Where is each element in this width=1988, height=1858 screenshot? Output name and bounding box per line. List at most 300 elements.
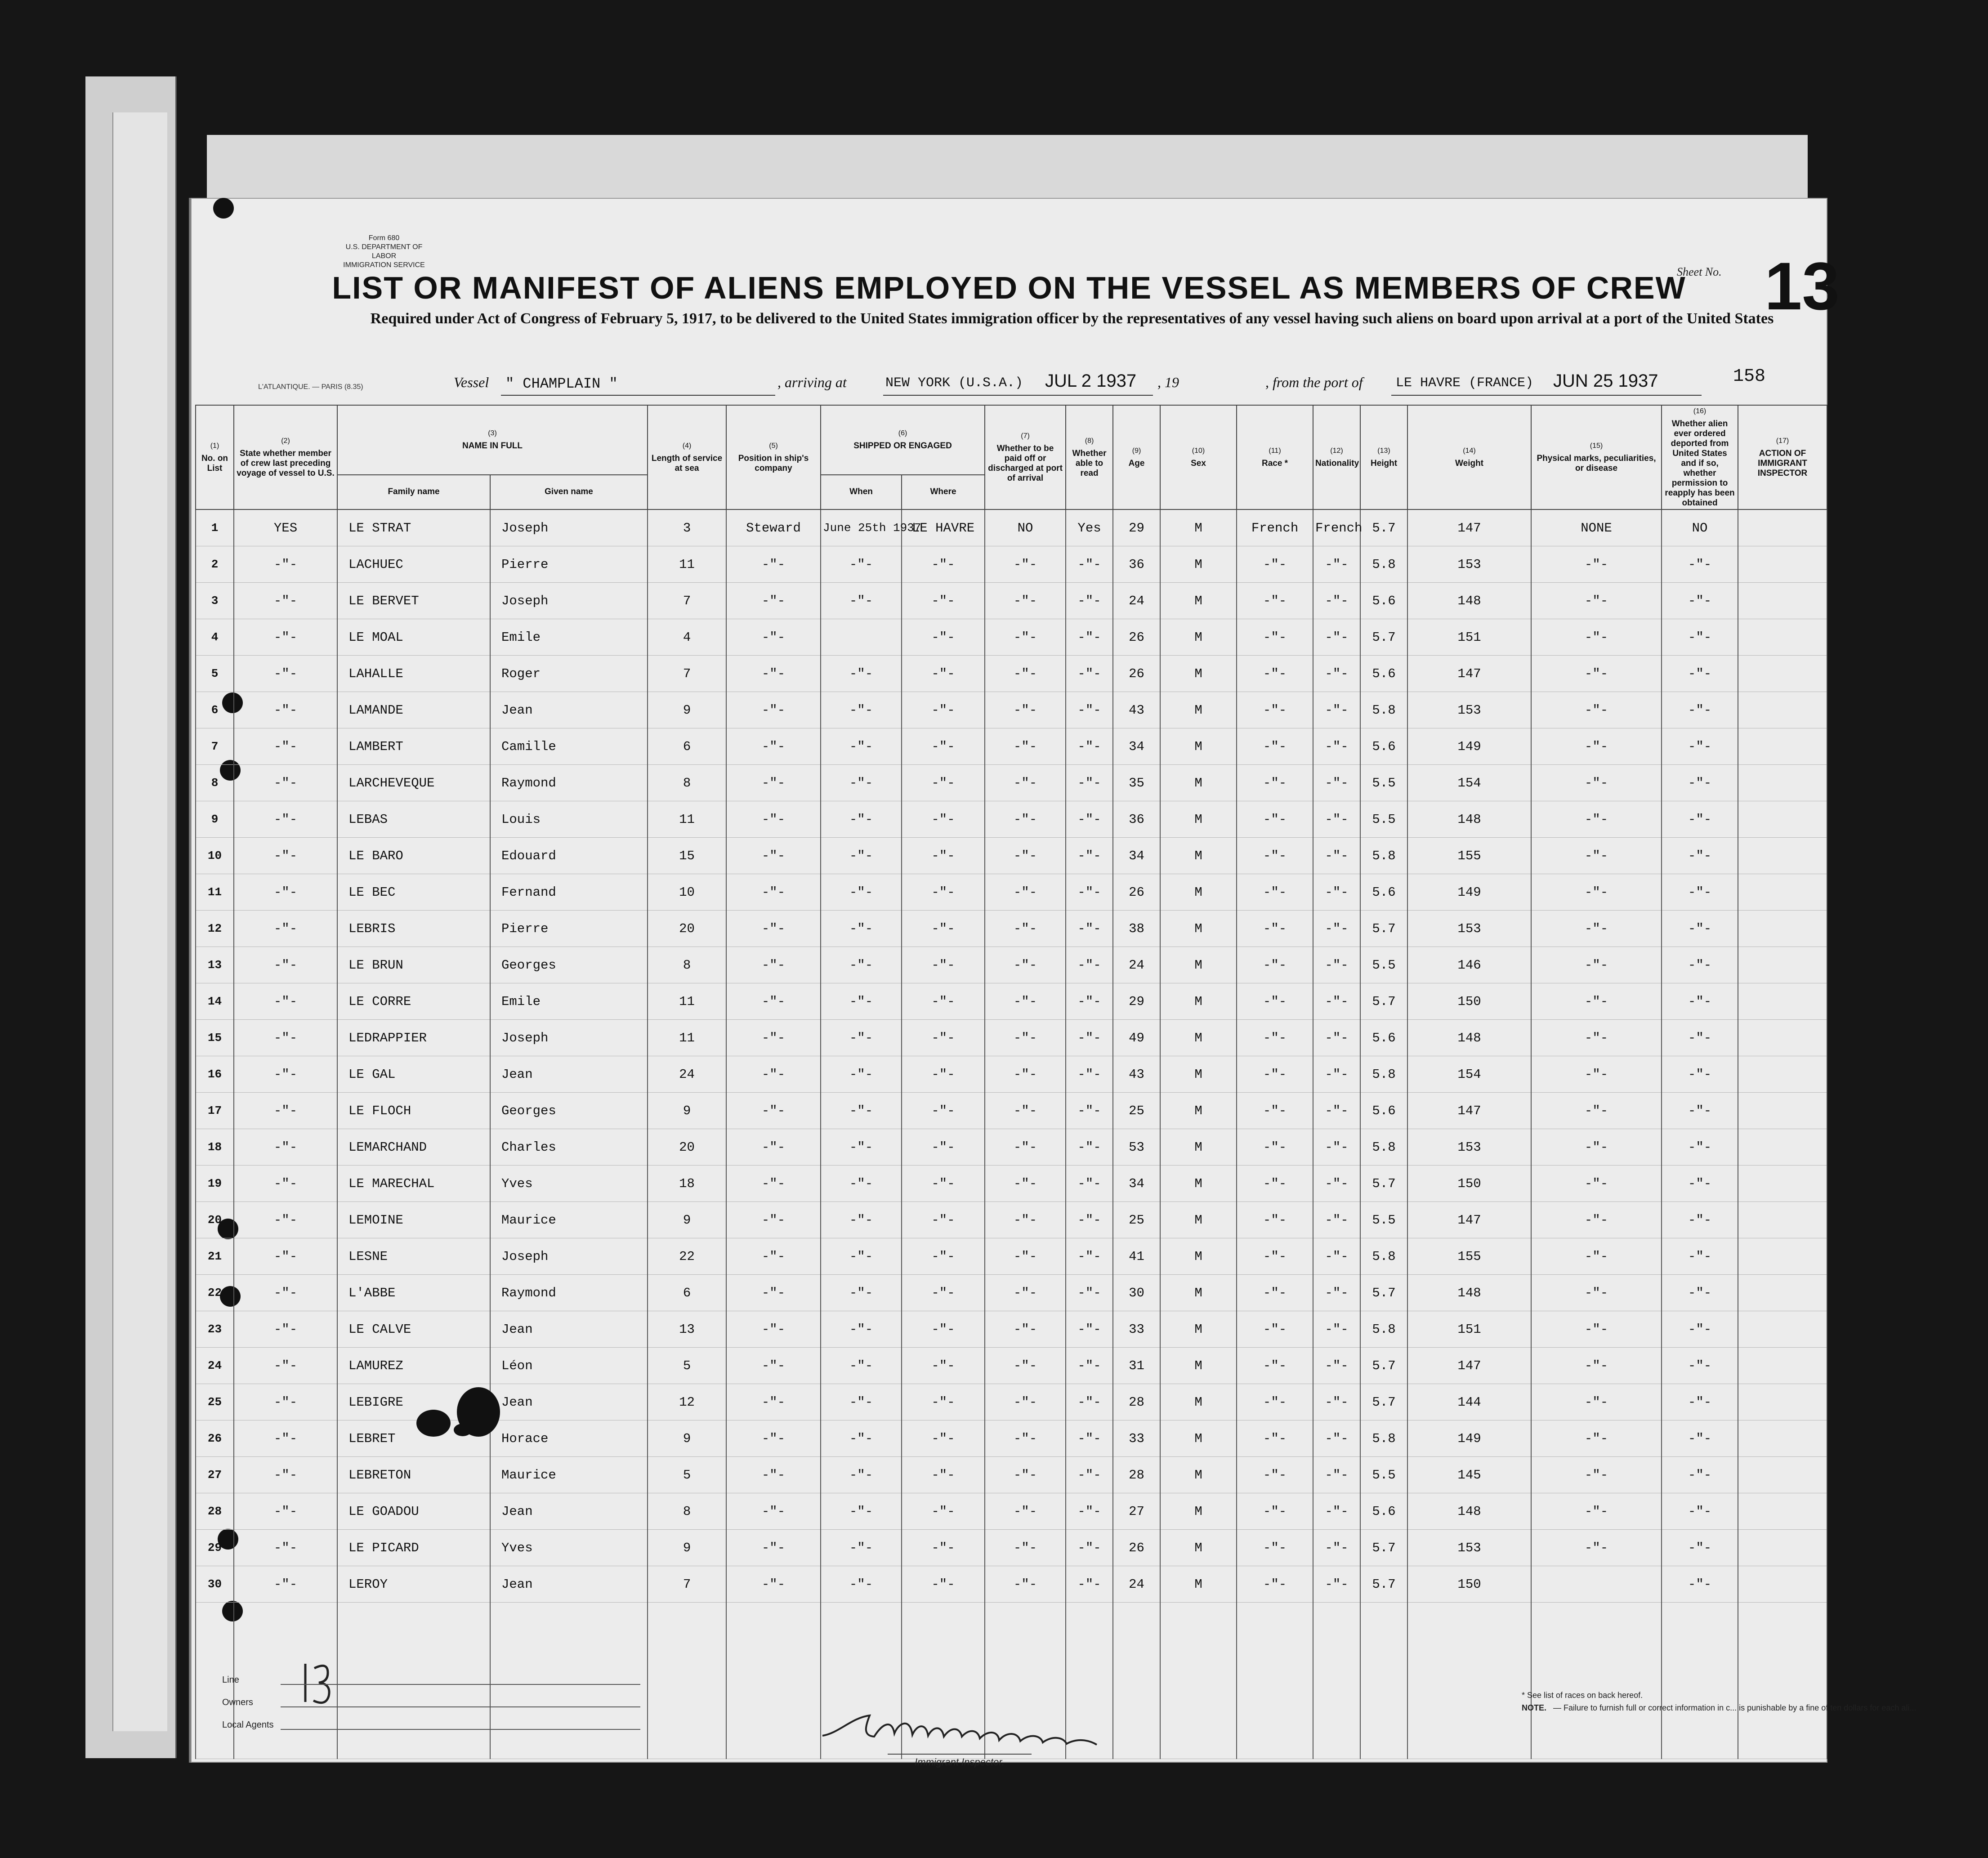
paid-off-cell: -"- bbox=[985, 838, 1066, 874]
manifest-body bbox=[196, 509, 1917, 1759]
vessel-underline bbox=[501, 395, 775, 396]
physical-marks-cell: -"- bbox=[1531, 1348, 1662, 1384]
col-header-previous-voyage: (2) State whether member of crew last preceding voyage of vessel to U.S. bbox=[234, 405, 337, 509]
previous-voyage-cell: -"- bbox=[234, 1020, 337, 1056]
weight-cell: 147 bbox=[1407, 1348, 1531, 1384]
sex-cell: M bbox=[1160, 765, 1237, 801]
position-cell: -"- bbox=[726, 765, 821, 801]
family-name-cell: LAMANDE bbox=[337, 692, 490, 728]
shipped-where-cell: -"- bbox=[902, 1129, 985, 1166]
inspector-action-cell bbox=[1738, 1129, 1827, 1166]
given-name-cell: Jean bbox=[490, 1493, 648, 1530]
shipped-where-cell: -"- bbox=[902, 1166, 985, 1202]
inspector-action-cell bbox=[1738, 1056, 1827, 1093]
sheet-number: 13 bbox=[1765, 248, 1840, 324]
shipped-when-cell: -"- bbox=[821, 656, 902, 692]
paid-off-cell: -"- bbox=[985, 692, 1066, 728]
sex-cell: M bbox=[1160, 838, 1237, 874]
length-of-service-cell: 18 bbox=[648, 1166, 726, 1202]
col-header-race: (11) Race * bbox=[1237, 405, 1313, 509]
weight-cell: 154 bbox=[1407, 765, 1531, 801]
paid-off-cell: -"- bbox=[985, 1566, 1066, 1603]
position-cell: -"- bbox=[726, 619, 821, 656]
shipped-where-cell: -"- bbox=[902, 947, 985, 983]
race-cell: -"- bbox=[1237, 1493, 1313, 1530]
sex-cell: M bbox=[1160, 1457, 1237, 1493]
family-name-cell: LEBIGRE bbox=[337, 1384, 490, 1420]
age-cell: 28 bbox=[1113, 1457, 1160, 1493]
able-to-read-cell: -"- bbox=[1066, 1348, 1113, 1384]
nationality-cell: -"- bbox=[1313, 1093, 1360, 1129]
deported-cell: -"- bbox=[1662, 1238, 1738, 1275]
shipped-where-cell: -"- bbox=[902, 1457, 985, 1493]
nationality-cell: -"- bbox=[1313, 1457, 1360, 1493]
weight-cell: 147 bbox=[1407, 1202, 1531, 1238]
age-cell: 26 bbox=[1113, 874, 1160, 911]
inspector-action-cell bbox=[1738, 1384, 1827, 1420]
paid-off-cell: -"- bbox=[985, 911, 1066, 947]
race-cell: -"- bbox=[1237, 947, 1313, 983]
length-of-service-cell: 8 bbox=[648, 947, 726, 983]
height-cell: 5.7 bbox=[1360, 1275, 1407, 1311]
row-number-cell: 20 bbox=[196, 1202, 234, 1238]
form-identifier bbox=[335, 234, 433, 270]
weight-cell: 153 bbox=[1407, 692, 1531, 728]
col-header-length-of-service: (4) Length of service at sea bbox=[648, 405, 726, 509]
shipped-where-cell: -"- bbox=[902, 583, 985, 619]
physical-marks-cell: -"- bbox=[1531, 1457, 1662, 1493]
inspector-action-cell bbox=[1738, 1348, 1827, 1384]
previous-voyage-cell: -"- bbox=[234, 1311, 337, 1348]
given-name-cell: Fernand bbox=[490, 874, 648, 911]
sex-cell: M bbox=[1160, 1275, 1237, 1311]
row-number-cell: 2 bbox=[196, 546, 234, 583]
sex-cell: M bbox=[1160, 1129, 1237, 1166]
race-cell: -"- bbox=[1237, 1348, 1313, 1384]
row-number-cell: 19 bbox=[196, 1166, 234, 1202]
shipped-where-cell: -"- bbox=[902, 1275, 985, 1311]
family-name-cell: LE PICARD bbox=[337, 1530, 490, 1566]
previous-voyage-cell: -"- bbox=[234, 728, 337, 765]
previous-voyage-cell: -"- bbox=[234, 1166, 337, 1202]
length-of-service-cell: 20 bbox=[648, 1129, 726, 1166]
arriving-label: , arriving at bbox=[777, 374, 847, 390]
deported-cell: -"- bbox=[1662, 1275, 1738, 1311]
sex-cell: M bbox=[1160, 692, 1237, 728]
height-cell: 5.7 bbox=[1360, 619, 1407, 656]
length-of-service-cell: 24 bbox=[648, 1056, 726, 1093]
nationality-cell: -"- bbox=[1313, 983, 1360, 1020]
nationality-cell: -"- bbox=[1313, 1056, 1360, 1093]
nationality-cell: -"- bbox=[1313, 1275, 1360, 1311]
family-name-cell: LE CORRE bbox=[337, 983, 490, 1020]
previous-voyage-cell: -"- bbox=[234, 838, 337, 874]
weight-cell: 147 bbox=[1407, 509, 1531, 546]
inspector-action-cell bbox=[1738, 1457, 1827, 1493]
given-name-cell: Jean bbox=[490, 1056, 648, 1093]
inspector-action-cell bbox=[1738, 1202, 1827, 1238]
age-cell: 36 bbox=[1113, 546, 1160, 583]
paid-off-cell: -"- bbox=[985, 1202, 1066, 1238]
table-row bbox=[196, 1238, 1827, 1275]
height-cell: 5.6 bbox=[1360, 874, 1407, 911]
deported-cell: -"- bbox=[1662, 728, 1738, 765]
shipped-when-cell: -"- bbox=[821, 692, 902, 728]
age-cell: 30 bbox=[1113, 1275, 1160, 1311]
nationality-cell: -"- bbox=[1313, 765, 1360, 801]
physical-marks-cell: -"- bbox=[1531, 692, 1662, 728]
inspector-action-cell bbox=[1738, 1420, 1827, 1457]
length-of-service-cell: 11 bbox=[648, 546, 726, 583]
sex-cell: M bbox=[1160, 1056, 1237, 1093]
departure-underline bbox=[1391, 395, 1702, 396]
position-cell: -"- bbox=[726, 1530, 821, 1566]
deported-cell: -"- bbox=[1662, 1129, 1738, 1166]
height-cell: 5.7 bbox=[1360, 911, 1407, 947]
weight-cell: 147 bbox=[1407, 656, 1531, 692]
shipped-when-cell: -"- bbox=[821, 1129, 902, 1166]
physical-marks-cell: -"- bbox=[1531, 619, 1662, 656]
age-cell: 26 bbox=[1113, 1530, 1160, 1566]
race-cell: -"- bbox=[1237, 1566, 1313, 1603]
paid-off-cell: -"- bbox=[985, 728, 1066, 765]
age-cell: 31 bbox=[1113, 1348, 1160, 1384]
nationality-cell: -"- bbox=[1313, 1129, 1360, 1166]
family-name-cell: L'ABBE bbox=[337, 1275, 490, 1311]
shipped-where-cell: -"- bbox=[902, 1056, 985, 1093]
reference-number: 158 bbox=[1733, 366, 1766, 387]
position-cell: -"- bbox=[726, 1420, 821, 1457]
paid-off-cell: -"- bbox=[985, 1530, 1066, 1566]
physical-marks-cell: -"- bbox=[1531, 1020, 1662, 1056]
able-to-read-cell: -"- bbox=[1066, 1202, 1113, 1238]
physical-marks-cell: -"- bbox=[1531, 1166, 1662, 1202]
row-number-cell: 9 bbox=[196, 801, 234, 838]
table-row bbox=[196, 765, 1827, 801]
shipped-where-cell: -"- bbox=[902, 765, 985, 801]
able-to-read-cell: -"- bbox=[1066, 583, 1113, 619]
sex-cell: M bbox=[1160, 1020, 1237, 1056]
inspector-action-cell bbox=[1738, 619, 1827, 656]
col-header-when: When bbox=[821, 475, 902, 509]
height-cell: 5.5 bbox=[1360, 1457, 1407, 1493]
arrival-port: NEW YORK (U.S.A.) bbox=[885, 375, 1023, 391]
table-row bbox=[196, 692, 1827, 728]
from-port-label: , from the port of bbox=[1265, 374, 1363, 390]
row-number-cell: 14 bbox=[196, 983, 234, 1020]
previous-voyage-cell: -"- bbox=[234, 619, 337, 656]
vessel-name: " CHAMPLAIN " bbox=[505, 375, 618, 392]
nationality-cell: -"- bbox=[1313, 583, 1360, 619]
nationality-cell: -"- bbox=[1313, 1202, 1360, 1238]
length-of-service-cell: 8 bbox=[648, 765, 726, 801]
family-name-cell: LE MARECHAL bbox=[337, 1166, 490, 1202]
physical-marks-cell bbox=[1531, 1566, 1662, 1603]
empty-cell bbox=[1313, 1603, 1360, 1759]
deported-cell: -"- bbox=[1662, 1457, 1738, 1493]
position-cell: -"- bbox=[726, 801, 821, 838]
physical-marks-cell: -"- bbox=[1531, 911, 1662, 947]
shipped-when-cell: -"- bbox=[821, 583, 902, 619]
table-row bbox=[196, 1530, 1827, 1566]
shipped-when-cell: -"- bbox=[821, 911, 902, 947]
agents-underline bbox=[281, 1729, 640, 1730]
given-name-cell: Charles bbox=[490, 1129, 648, 1166]
position-cell: -"- bbox=[726, 1493, 821, 1530]
family-name-cell: LE BERVET bbox=[337, 583, 490, 619]
race-cell: -"- bbox=[1237, 1093, 1313, 1129]
empty-cell bbox=[337, 1603, 490, 1759]
shipped-where-cell: -"- bbox=[902, 1420, 985, 1457]
position-cell: -"- bbox=[726, 1020, 821, 1056]
given-name-cell: Jean bbox=[490, 692, 648, 728]
weight-cell: 153 bbox=[1407, 546, 1531, 583]
shipped-when-cell: -"- bbox=[821, 1020, 902, 1056]
race-cell: -"- bbox=[1237, 1166, 1313, 1202]
deported-cell: -"- bbox=[1662, 1384, 1738, 1420]
owners-label: Owners bbox=[222, 1697, 253, 1707]
weight-cell: 150 bbox=[1407, 983, 1531, 1020]
able-to-read-cell: -"- bbox=[1066, 1275, 1113, 1311]
position-cell: -"- bbox=[726, 728, 821, 765]
physical-marks-cell: -"- bbox=[1531, 546, 1662, 583]
deported-cell: -"- bbox=[1662, 1348, 1738, 1384]
shipped-when-cell: -"- bbox=[821, 1166, 902, 1202]
row-number-cell: 29 bbox=[196, 1530, 234, 1566]
nationality-cell: -"- bbox=[1313, 1020, 1360, 1056]
length-of-service-cell: 7 bbox=[648, 583, 726, 619]
physical-marks-cell: -"- bbox=[1531, 765, 1662, 801]
height-cell: 5.5 bbox=[1360, 1202, 1407, 1238]
line-label: Line bbox=[222, 1675, 239, 1685]
length-of-service-cell: 11 bbox=[648, 1020, 726, 1056]
physical-marks-cell: NONE bbox=[1531, 509, 1662, 546]
shipped-when-cell bbox=[821, 619, 902, 656]
weight-cell: 148 bbox=[1407, 1493, 1531, 1530]
nationality-cell: -"- bbox=[1313, 1348, 1360, 1384]
position-cell: -"- bbox=[726, 1093, 821, 1129]
shipped-when-cell: -"- bbox=[821, 1311, 902, 1348]
previous-voyage-cell: -"- bbox=[234, 1348, 337, 1384]
height-cell: 5.6 bbox=[1360, 656, 1407, 692]
able-to-read-cell: -"- bbox=[1066, 1530, 1113, 1566]
physical-marks-cell: -"- bbox=[1531, 874, 1662, 911]
family-name-cell: LEMOINE bbox=[337, 1202, 490, 1238]
length-of-service-cell: 9 bbox=[648, 1093, 726, 1129]
weight-cell: 155 bbox=[1407, 1238, 1531, 1275]
physical-marks-cell: -"- bbox=[1531, 1238, 1662, 1275]
weight-cell: 146 bbox=[1407, 947, 1531, 983]
row-number-cell: 4 bbox=[196, 619, 234, 656]
deported-cell: -"- bbox=[1662, 1093, 1738, 1129]
empty-cell bbox=[1531, 1603, 1662, 1759]
shipped-when-cell: -"- bbox=[821, 1238, 902, 1275]
paid-off-cell: -"- bbox=[985, 947, 1066, 983]
shipped-when-cell: -"- bbox=[821, 983, 902, 1020]
table-row bbox=[196, 1493, 1827, 1530]
race-cell: -"- bbox=[1237, 583, 1313, 619]
paid-off-cell: -"- bbox=[985, 1093, 1066, 1129]
length-of-service-cell: 7 bbox=[648, 656, 726, 692]
given-name-cell: Emile bbox=[490, 983, 648, 1020]
previous-voyage-cell: -"- bbox=[234, 1129, 337, 1166]
table-row bbox=[196, 1457, 1827, 1493]
sex-cell: M bbox=[1160, 983, 1237, 1020]
paid-off-cell: -"- bbox=[985, 1020, 1066, 1056]
row-number-cell: 18 bbox=[196, 1129, 234, 1166]
able-to-read-cell: -"- bbox=[1066, 1056, 1113, 1093]
able-to-read-cell: -"- bbox=[1066, 1420, 1113, 1457]
shipped-when-cell: -"- bbox=[821, 1275, 902, 1311]
height-cell: 5.7 bbox=[1360, 1566, 1407, 1603]
height-cell: 5.7 bbox=[1360, 1384, 1407, 1420]
given-name-cell: Horace bbox=[490, 1420, 648, 1457]
race-cell: -"- bbox=[1237, 692, 1313, 728]
weight-cell: 154 bbox=[1407, 1056, 1531, 1093]
previous-voyage-cell: -"- bbox=[234, 911, 337, 947]
deported-cell: -"- bbox=[1662, 947, 1738, 983]
paid-off-cell: -"- bbox=[985, 983, 1066, 1020]
col-header-given-name: Given name bbox=[490, 475, 648, 509]
race-cell: -"- bbox=[1237, 1129, 1313, 1166]
family-name-cell: LEBRIS bbox=[337, 911, 490, 947]
table-row bbox=[196, 1093, 1827, 1129]
length-of-service-cell: 11 bbox=[648, 983, 726, 1020]
able-to-read-cell: -"- bbox=[1066, 619, 1113, 656]
sex-cell: M bbox=[1160, 1348, 1237, 1384]
sex-cell: M bbox=[1160, 728, 1237, 765]
position-cell: -"- bbox=[726, 874, 821, 911]
given-name-cell: Raymond bbox=[490, 765, 648, 801]
paid-off-cell: -"- bbox=[985, 546, 1066, 583]
age-cell: 53 bbox=[1113, 1129, 1160, 1166]
family-name-cell: LACHUEC bbox=[337, 546, 490, 583]
given-name-cell: Joseph bbox=[490, 1020, 648, 1056]
col-header-sex: (10) Sex bbox=[1160, 405, 1237, 509]
ink-blot bbox=[415, 1380, 514, 1452]
given-name-cell: Georges bbox=[490, 947, 648, 983]
age-cell: 29 bbox=[1113, 509, 1160, 546]
length-of-service-cell: 10 bbox=[648, 874, 726, 911]
year-label: , 19 bbox=[1157, 374, 1179, 390]
table-row bbox=[196, 874, 1827, 911]
length-of-service-cell: 20 bbox=[648, 911, 726, 947]
shipped-where-cell: -"- bbox=[902, 801, 985, 838]
paid-off-cell: -"- bbox=[985, 656, 1066, 692]
race-cell: -"- bbox=[1237, 619, 1313, 656]
table-row bbox=[196, 1202, 1827, 1238]
inspector-action-cell bbox=[1738, 728, 1827, 765]
family-name-cell: LEBAS bbox=[337, 801, 490, 838]
previous-voyage-cell: -"- bbox=[234, 1566, 337, 1603]
inspector-action-cell bbox=[1738, 801, 1827, 838]
previous-voyage-cell: -"- bbox=[234, 656, 337, 692]
table-row bbox=[196, 1275, 1827, 1311]
deported-cell: -"- bbox=[1662, 983, 1738, 1020]
physical-marks-cell: -"- bbox=[1531, 1056, 1662, 1093]
previous-voyage-cell: -"- bbox=[234, 1056, 337, 1093]
col-header-position: (5) Position in ship's company bbox=[726, 405, 821, 509]
height-cell: 5.8 bbox=[1360, 1129, 1407, 1166]
age-cell: 49 bbox=[1113, 1020, 1160, 1056]
previous-voyage-cell: -"- bbox=[234, 801, 337, 838]
able-to-read-cell: -"- bbox=[1066, 911, 1113, 947]
family-name-cell: LEBRET bbox=[337, 1420, 490, 1457]
shipped-where-cell: -"- bbox=[902, 619, 985, 656]
inspector-action-cell bbox=[1738, 1530, 1827, 1566]
position-cell: -"- bbox=[726, 983, 821, 1020]
age-cell: 34 bbox=[1113, 1166, 1160, 1202]
age-cell: 41 bbox=[1113, 1238, 1160, 1275]
race-note: * See list of races on back hereof. bbox=[1522, 1691, 1643, 1700]
nationality-cell: -"- bbox=[1313, 1384, 1360, 1420]
paid-off-cell: -"- bbox=[985, 801, 1066, 838]
deported-cell: -"- bbox=[1662, 801, 1738, 838]
table-row bbox=[196, 1056, 1827, 1093]
nationality-cell: -"- bbox=[1313, 692, 1360, 728]
paid-off-cell: -"- bbox=[985, 1493, 1066, 1530]
family-name-cell: LE BEC bbox=[337, 874, 490, 911]
shipped-where-cell: -"- bbox=[902, 983, 985, 1020]
sex-cell: M bbox=[1160, 874, 1237, 911]
shipped-where-cell: -"- bbox=[902, 728, 985, 765]
inspector-action-cell bbox=[1738, 911, 1827, 947]
empty-cell bbox=[1407, 1603, 1531, 1759]
shipped-where-cell: -"- bbox=[902, 692, 985, 728]
inspector-action-cell bbox=[1738, 1238, 1827, 1275]
nationality-cell: -"- bbox=[1313, 1566, 1360, 1603]
previous-voyage-cell: -"- bbox=[234, 1238, 337, 1275]
race-cell: -"- bbox=[1237, 546, 1313, 583]
deported-cell: -"- bbox=[1662, 874, 1738, 911]
race-cell: -"- bbox=[1237, 801, 1313, 838]
deported-cell: -"- bbox=[1662, 1420, 1738, 1457]
height-cell: 5.6 bbox=[1360, 1093, 1407, 1129]
row-number-cell: 28 bbox=[196, 1493, 234, 1530]
position-cell: -"- bbox=[726, 1311, 821, 1348]
nationality-cell: -"- bbox=[1313, 619, 1360, 656]
family-name-cell: LE GAL bbox=[337, 1056, 490, 1093]
given-name-cell: Georges bbox=[490, 1093, 648, 1129]
paid-off-cell: -"- bbox=[985, 1348, 1066, 1384]
height-cell: 5.7 bbox=[1360, 983, 1407, 1020]
nationality-cell: -"- bbox=[1313, 1166, 1360, 1202]
race-cell: -"- bbox=[1237, 1420, 1313, 1457]
previous-voyage-cell: -"- bbox=[234, 1384, 337, 1420]
family-name-cell: LEMARCHAND bbox=[337, 1129, 490, 1166]
weight-cell: 145 bbox=[1407, 1457, 1531, 1493]
family-name-cell: LE CALVE bbox=[337, 1311, 490, 1348]
position-cell: -"- bbox=[726, 1275, 821, 1311]
able-to-read-cell: -"- bbox=[1066, 656, 1113, 692]
deported-cell: -"- bbox=[1662, 1202, 1738, 1238]
nationality-cell: -"- bbox=[1313, 546, 1360, 583]
deported-cell: -"- bbox=[1662, 1166, 1738, 1202]
previous-voyage-cell: -"- bbox=[234, 947, 337, 983]
position-cell: -"- bbox=[726, 838, 821, 874]
previous-voyage-cell: -"- bbox=[234, 1202, 337, 1238]
table-row bbox=[196, 911, 1827, 947]
family-name-cell: LAHALLE bbox=[337, 656, 490, 692]
sex-cell: M bbox=[1160, 911, 1237, 947]
table-row bbox=[196, 728, 1827, 765]
paid-off-cell: -"- bbox=[985, 874, 1066, 911]
physical-marks-cell: -"- bbox=[1531, 947, 1662, 983]
previous-voyage-cell: -"- bbox=[234, 1530, 337, 1566]
able-to-read-cell: -"- bbox=[1066, 1238, 1113, 1275]
deported-cell: -"- bbox=[1662, 546, 1738, 583]
shipped-where-cell: -"- bbox=[902, 911, 985, 947]
